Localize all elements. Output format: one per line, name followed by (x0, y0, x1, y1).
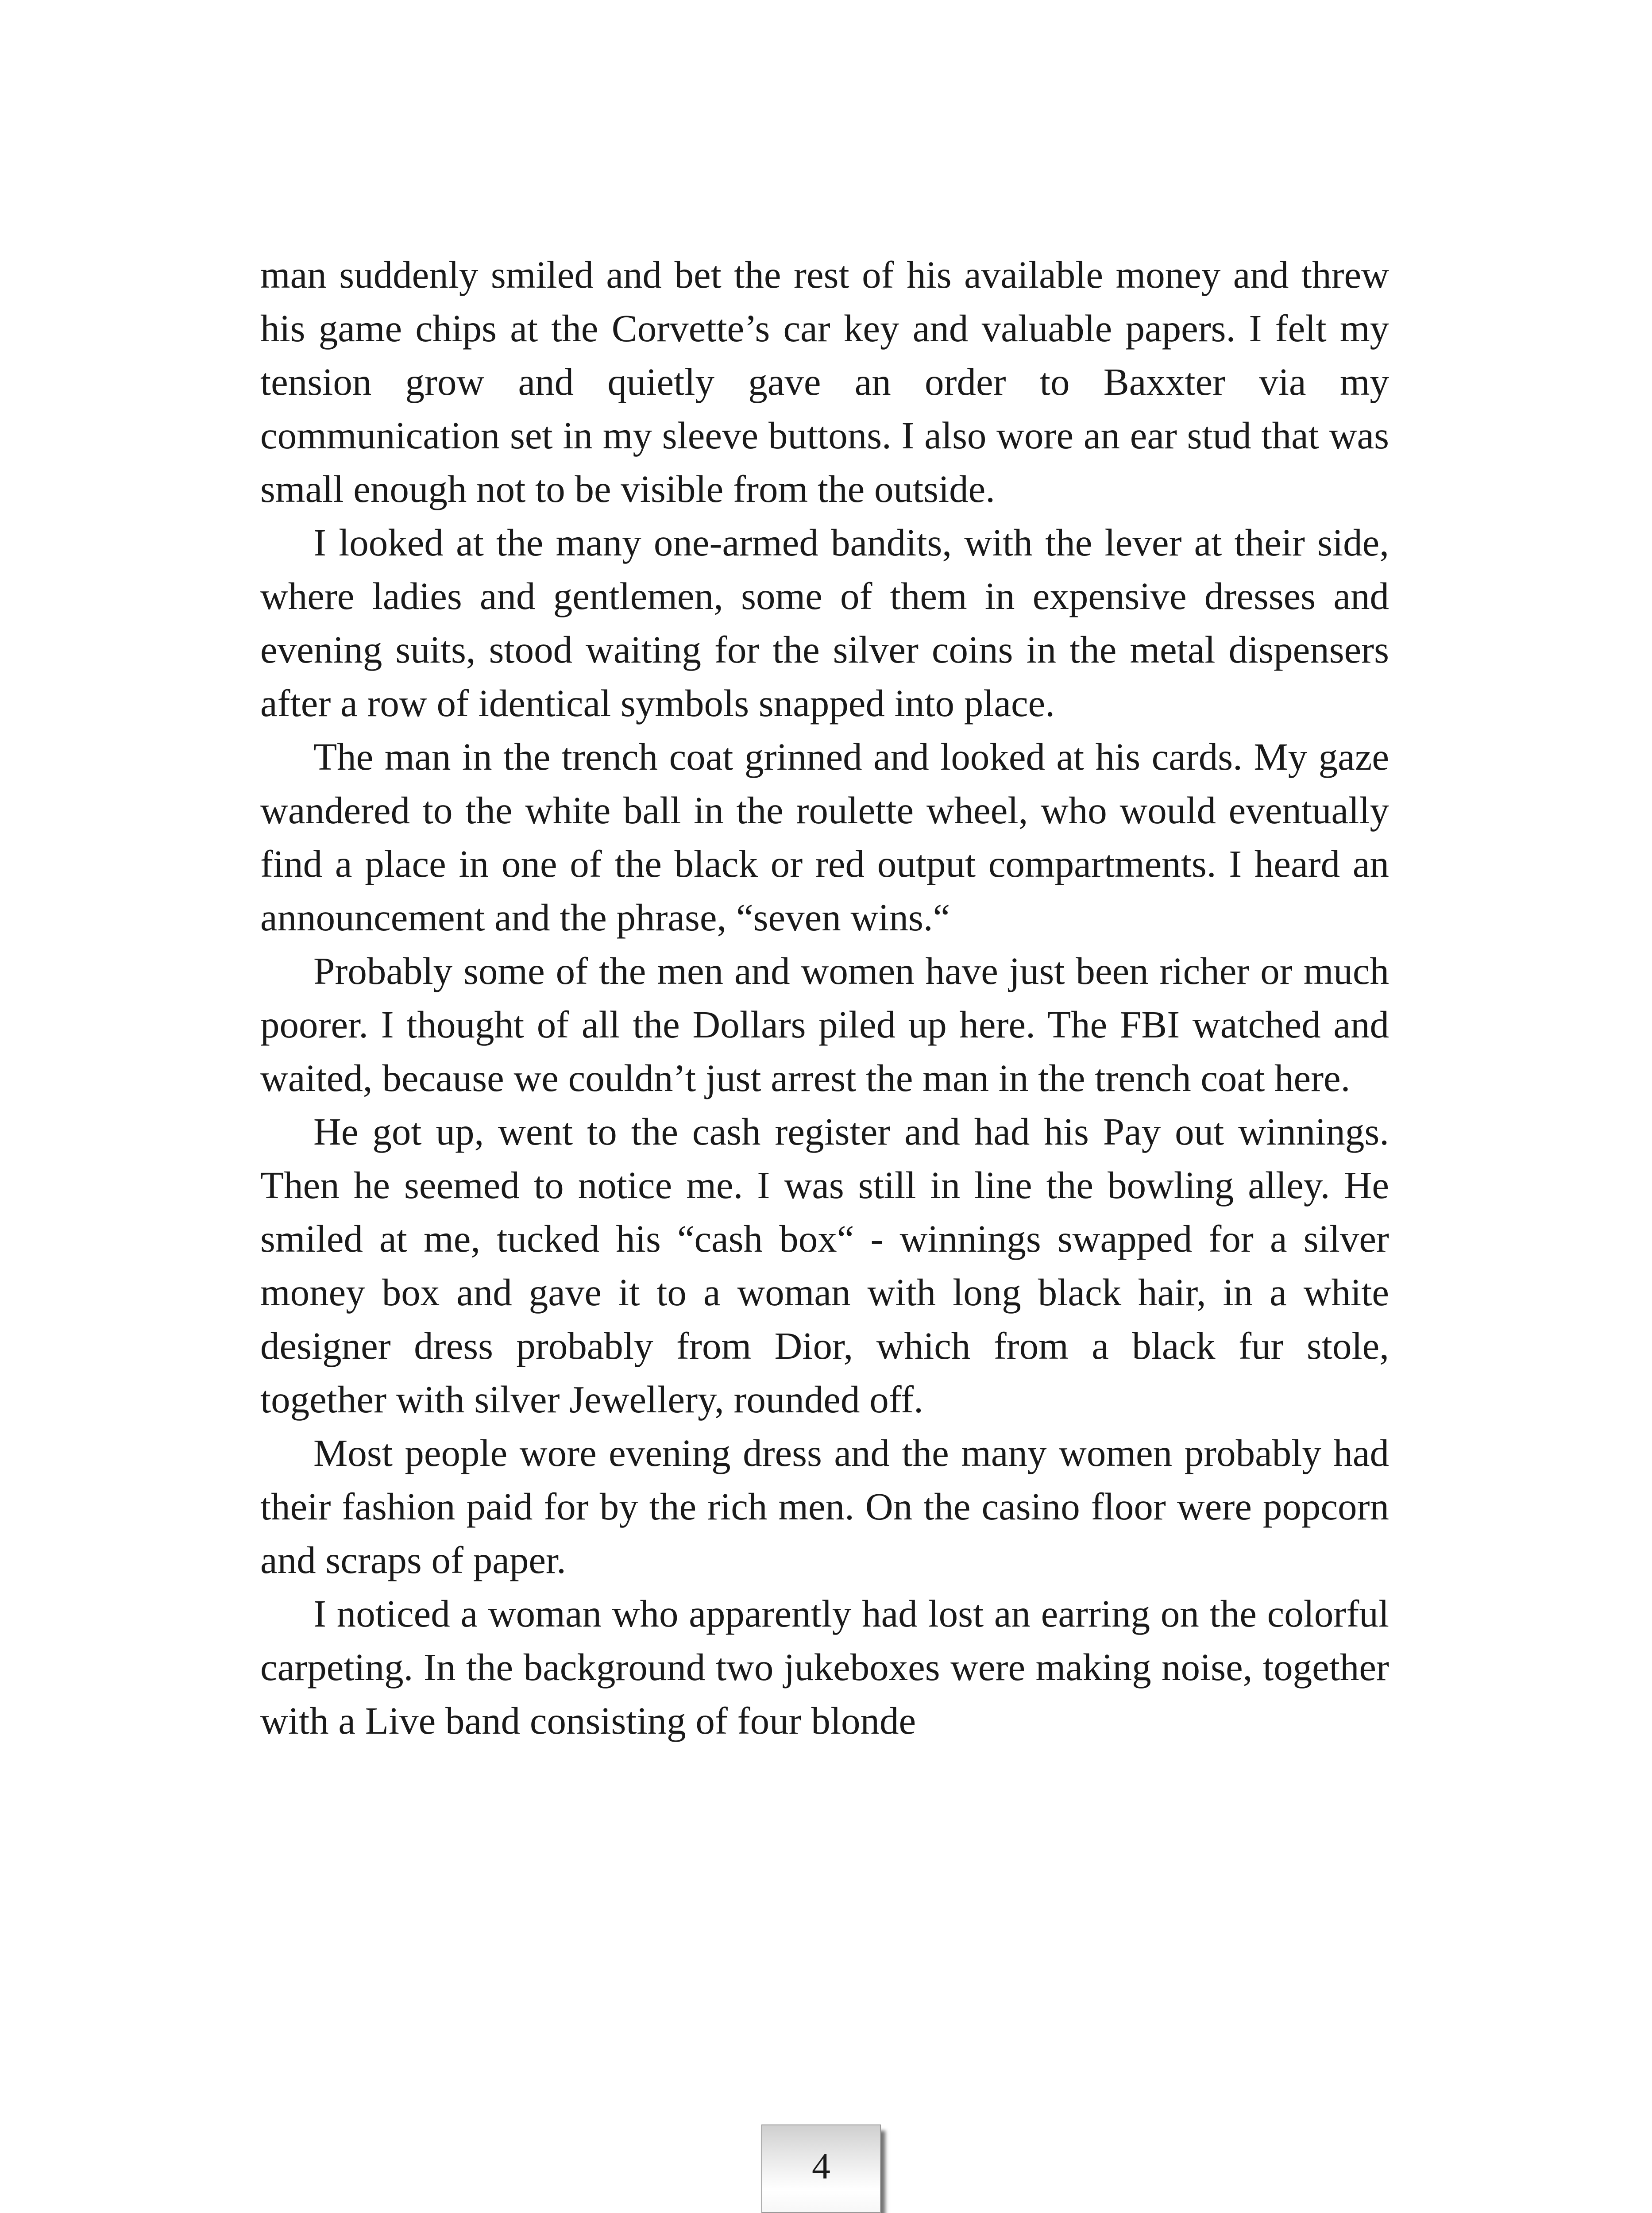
page-number: 4 (812, 2145, 830, 2187)
paragraph-1: man suddenly smiled and bet the rest of his available money and threw his game chips at the Corvette’s car key and valuable papers. I felt my tension grow and quietly gave an order to Baxxter via my communication set in my sleeve buttons. I also wore an ear stud that was small enough not to be visible from the outside. (260, 253, 1389, 510)
paragraph-6: Most people wore evening dress and the many women probably had their fashion paid for by the rich men. On the casino floor were popcorn and scraps of paper. (260, 1431, 1389, 1581)
paragraph-4: Probably some of the men and women have just been richer or much poorer. I thought of all the Dollars piled up here. The FBI watched and waited, because we couldn’t just arrest the man in the trench coat here. (260, 949, 1389, 1099)
paragraph-2: I looked at the many one-armed bandits, with the lever at their side, where ladies and gentlemen, some of them in expensive dresses and evening suits, stood waiting for the silver coins in the metal dispensers after a row of identical symbols snapped into place. (260, 521, 1389, 725)
paragraph-3: The man in the trench coat grinned and looked at his cards. My gaze wandered to the white ball in the roulette wheel, who would eventually find a place in one of the black or red output compartments. I heard an announcement and the phrase, “seven wins.“ (260, 735, 1389, 939)
paragraph-7: I noticed a woman who apparently had lost an earring on the colorful carpeting. In the background two jukeboxes were making noise, together with a Live band consisting of four blonde (260, 1592, 1389, 1742)
body-text (260, 248, 1389, 1747)
paragraph-5: He got up, went to the cash register and had his Pay out winnings. Then he seemed to notice me. I was still in line the bowling alley. He smiled at me, tucked his “cash box“ - winnings swapped for a silver money box and gave it to a woman with long black hair, in a white designer dress probably from Dior, which from a black fur stole, together with silver Jewellery, rounded off. (260, 1110, 1389, 1421)
page-number-box (761, 2124, 881, 2213)
